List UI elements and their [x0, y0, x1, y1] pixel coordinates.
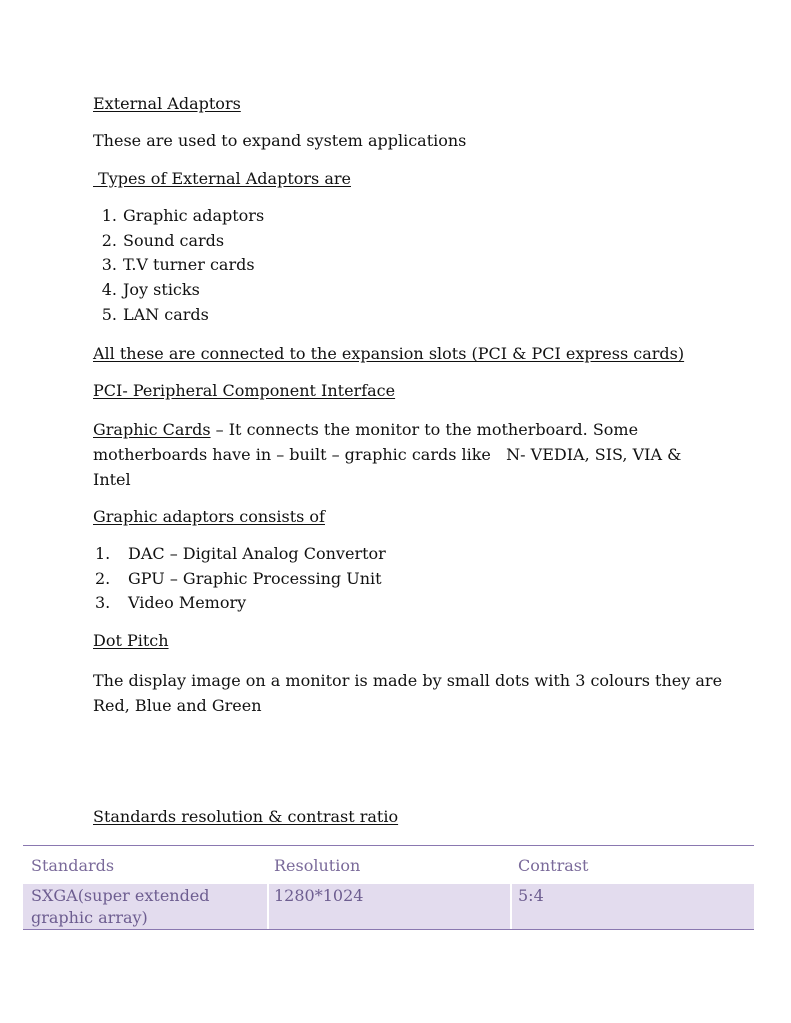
list-item: 1. Graphic adaptors [101, 206, 265, 225]
adaptors-heading: Graphic adaptors consists of [93, 507, 325, 526]
connected-note: All these are connected to the expansion slots (PCI & PCI express cards) [93, 344, 685, 363]
table-header-cell: Contrast [518, 856, 589, 875]
dot-pitch-heading: Dot Pitch [93, 631, 169, 650]
table-cell: 5:4 [518, 886, 544, 905]
column-divider [510, 884, 512, 929]
table-cell: SXGA(super extended graphic array) [31, 886, 210, 927]
graphic-cards-term: Graphic Cards [93, 420, 211, 439]
table-header-row [23, 845, 754, 885]
list-item: 3. T.V turner cards [101, 255, 255, 275]
table-header-cell: Resolution [274, 856, 361, 875]
list-item: 5. LAN cards [101, 304, 209, 324]
table-row [23, 884, 754, 930]
standards-heading: Standards resolution & contrast ratio [93, 807, 399, 826]
list-item: 2. GPU – Graphic Processing Unit [95, 568, 382, 588]
pci-definition: PCI- Peripheral Component Interface [93, 381, 396, 400]
list-item: 1. DAC – Digital Analog Convertor [95, 544, 386, 563]
intro-text: These are used to expand system applications [93, 131, 467, 150]
list-item: 2. Sound cards [101, 230, 225, 250]
dot-pitch-paragraph: The display image on a monitor is made by small dots with 3 colours they are Red, Blue and Green [93, 671, 723, 715]
types-list [95, 206, 495, 329]
heading-external-adaptors: External Adaptors [93, 94, 241, 113]
table-header-cell: Standards [31, 856, 115, 875]
adaptors-list [95, 544, 495, 618]
table-cell: 1280*1024 [274, 886, 364, 905]
list-item: 4. Joy sticks [101, 280, 200, 300]
list-item: 3. Video Memory [95, 593, 247, 613]
types-heading: Types of External Adaptors are [93, 169, 351, 188]
column-divider [267, 884, 269, 929]
graphic-cards-paragraph: Graphic Cards – It connects the monitor to the motherboard. Some motherboards have in – built – graphic cards like N- VEDIA, SIS, VIA & Intel [93, 420, 682, 489]
